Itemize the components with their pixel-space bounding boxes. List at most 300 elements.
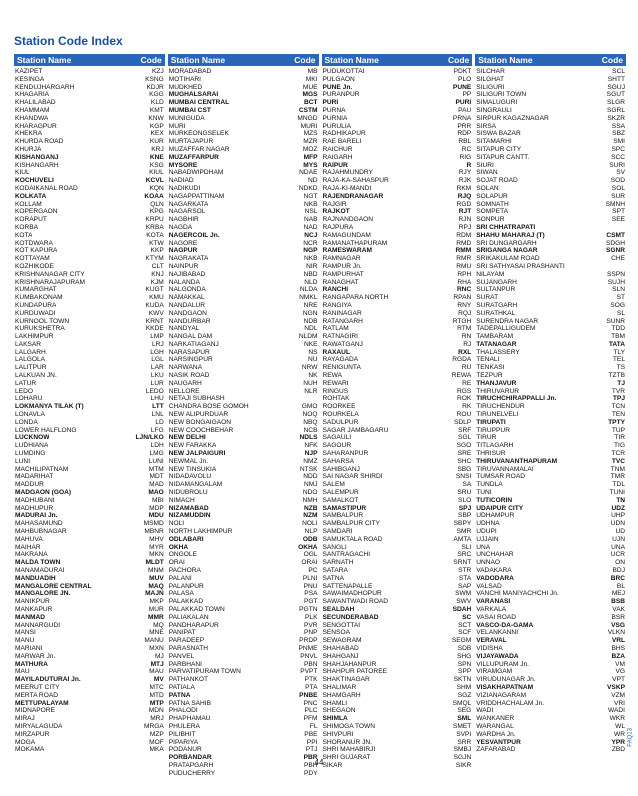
station-code: TATA — [608, 340, 625, 348]
station-name: NANDYAL — [168, 325, 200, 333]
station-row — [168, 450, 319, 458]
station-code: TCR — [611, 450, 625, 458]
station-name: NAUGARH — [168, 379, 202, 387]
station-code: RPJ — [458, 223, 472, 231]
station-row — [14, 68, 165, 76]
station-name: NAMAKKAL — [168, 294, 205, 302]
station-code: RDM — [456, 231, 472, 239]
station-row — [168, 372, 319, 380]
station-code: SL — [616, 309, 625, 317]
station-code: UJN — [612, 535, 625, 543]
station-row — [322, 427, 473, 435]
station-name: RAJAHMUNDRY — [322, 169, 373, 177]
station-code: SPN — [457, 660, 472, 668]
station-row — [475, 544, 626, 552]
station-row — [475, 512, 626, 520]
station-name: KOTDWARA — [15, 239, 53, 247]
station-code: ND — [307, 177, 318, 185]
station-code: SRC — [457, 551, 472, 559]
station-row — [475, 356, 626, 364]
station-name: PALANPUR — [168, 582, 204, 590]
column-header — [168, 54, 319, 66]
station-name: SHEGAON — [322, 707, 356, 715]
station-name: TUMSAR ROAD — [476, 473, 525, 481]
station-code: MTP — [149, 699, 164, 707]
station-code: PRDP — [299, 637, 318, 645]
header-station-name: Station Name — [17, 55, 72, 65]
station-code: MAQ — [148, 582, 164, 590]
station-name: SAGAULI — [322, 434, 352, 442]
station-row — [14, 333, 165, 341]
station-row — [14, 279, 165, 287]
station-name: VALSAD — [476, 582, 502, 590]
station-code: SRE — [457, 450, 472, 458]
station-code: VM — [615, 660, 625, 668]
station-row — [322, 255, 473, 263]
station-row — [475, 271, 626, 279]
station-name: PURANPUR — [322, 91, 360, 99]
station-row — [14, 224, 165, 232]
station-code: NCJ — [304, 231, 318, 239]
station-row — [322, 614, 473, 622]
station-code: SDB — [457, 644, 472, 652]
station-name: UDAIPUR CITY — [476, 504, 524, 512]
station-row — [168, 629, 319, 637]
station-row — [475, 99, 626, 107]
station-row — [14, 154, 165, 162]
station-code: MTJ — [150, 660, 164, 668]
station-name: PACHORA — [168, 567, 201, 574]
station-row — [168, 271, 319, 279]
station-row — [168, 723, 319, 731]
station-name: SEWAGRAM — [322, 637, 362, 645]
station-row — [322, 598, 473, 606]
station-code: KSNG — [145, 75, 164, 83]
station-name: NALGONDA — [168, 286, 206, 294]
station-row — [322, 107, 473, 115]
station-row — [14, 598, 165, 606]
header-code: Code — [448, 55, 470, 65]
station-code: PNP — [303, 629, 318, 637]
station-code: NLR — [304, 387, 318, 395]
station-row — [322, 653, 473, 661]
station-code: BRC — [610, 574, 625, 582]
station-code: NKB — [303, 255, 318, 263]
station-name: NEW JALPAIGURI — [168, 450, 226, 458]
station-row — [168, 263, 319, 271]
station-code: VLKN — [607, 629, 625, 637]
station-name: SAHARSA — [322, 457, 355, 465]
station-row — [14, 310, 165, 318]
station-row — [475, 154, 626, 162]
station-code: TN — [616, 496, 625, 504]
station-code: MQ — [153, 621, 164, 629]
station-name: ORAI — [168, 559, 185, 567]
station-name: PHULERA — [168, 722, 200, 730]
station-code: NMJ — [303, 481, 318, 489]
station-row — [168, 99, 319, 107]
station-name: KISHANGANJ — [15, 153, 59, 161]
station-row — [14, 512, 165, 520]
station-code: PNME — [298, 644, 318, 652]
station-code: BZA — [611, 652, 625, 660]
station-row — [14, 567, 165, 575]
station-code: WADI — [608, 707, 625, 715]
station-name: LATUR — [15, 379, 37, 387]
station-row — [14, 466, 165, 474]
station-name: UDHAMPUR — [476, 512, 515, 520]
station-code: RBL — [458, 138, 472, 146]
station-name: THALASSERY — [476, 348, 520, 356]
station-code: MTC — [149, 683, 164, 691]
station-name: RAJGIR — [322, 200, 347, 208]
station-name: OKHA — [168, 543, 189, 551]
station-row — [475, 169, 626, 177]
station-code: RTGH — [452, 317, 472, 325]
station-row — [475, 419, 626, 427]
station-name: SIRSA — [476, 122, 497, 130]
station-code: KRNT — [145, 317, 164, 325]
station-name: SATNA — [322, 574, 344, 582]
station-row — [14, 715, 165, 723]
station-name: NIZAMUDDIN — [168, 512, 211, 520]
station-name: RAMAGUNDAM — [322, 231, 371, 239]
station-name: NAGPUR — [168, 247, 198, 255]
station-code: LJN/LKO — [135, 434, 164, 442]
station-row — [14, 411, 165, 419]
station-code: MZR — [303, 138, 318, 146]
station-row — [14, 372, 165, 380]
station-name: SAGAR JAMBAGARU — [322, 426, 389, 434]
station-code: SHTT — [607, 75, 625, 83]
station-name: VANCHI MANIYACHCHI Jn. — [476, 590, 559, 598]
station-row — [475, 497, 626, 505]
station-name: PARADEEP — [168, 637, 205, 645]
station-code: SOD — [610, 177, 625, 185]
station-row — [322, 68, 473, 76]
station-code: NAD — [303, 223, 318, 231]
station-name: NAJIBABAD — [168, 270, 206, 278]
station-code: SMET — [452, 722, 472, 730]
station-row — [475, 255, 626, 263]
station-name: SILGHAT — [476, 75, 504, 83]
station-code: KUR — [149, 138, 164, 146]
station-code: MOZ — [302, 145, 318, 153]
station-code: QLN — [150, 200, 164, 208]
station-code: NUH — [303, 379, 318, 387]
station-row — [475, 286, 626, 294]
station-name: PURNA — [322, 106, 346, 114]
station-name: SAMASTIPUR — [322, 504, 367, 512]
station-row — [14, 450, 165, 458]
station-code: LD — [155, 418, 164, 426]
station-code: PURI — [455, 99, 472, 107]
station-name: PALIAKALAN — [168, 613, 209, 621]
station-name: KHURDA ROAD — [15, 138, 64, 146]
station-row — [322, 201, 473, 209]
station-row — [322, 637, 473, 645]
station-name: SAWANTWADI ROAD — [322, 598, 389, 606]
station-name: SRIKAKULAM ROAD — [476, 255, 540, 263]
station-row — [14, 676, 165, 684]
station-name: ROURKELA — [322, 411, 359, 419]
station-row — [322, 520, 473, 528]
station-code: LUR — [150, 379, 164, 387]
station-name: MUMBAI CENTRAL — [168, 99, 230, 107]
station-code: NLP — [304, 528, 318, 536]
station-name: KIUL — [15, 169, 30, 177]
station-name: UJJAIN — [476, 535, 499, 543]
station-name: KENDUJHARGARH — [15, 83, 75, 91]
station-code: NMKL — [299, 294, 318, 302]
station-code: KNJ — [151, 270, 164, 278]
station-row — [14, 700, 165, 708]
station-code: SCF — [458, 629, 472, 637]
station-code: SOL — [611, 184, 625, 192]
station-name: MADHUBANI — [15, 496, 55, 504]
station-code: ZBD — [611, 746, 625, 754]
station-code: BCT — [303, 99, 318, 107]
station-code: SUNR — [606, 317, 625, 325]
station-name: MANGALORE CENTRAL — [15, 582, 92, 590]
station-row — [168, 512, 319, 520]
station-code: RNY — [457, 301, 472, 309]
station-name: SIWAN — [476, 169, 498, 177]
station-row — [14, 746, 165, 754]
station-row — [475, 450, 626, 458]
station-row — [475, 349, 626, 357]
station-row — [475, 653, 626, 661]
station-row — [322, 395, 473, 403]
station-code: PUNE — [452, 83, 472, 91]
station-code: KUDA — [145, 301, 164, 309]
station-name: RAJKOT — [322, 208, 350, 216]
station-code: MXN — [149, 644, 164, 652]
station-name: SILCHAR — [476, 68, 505, 75]
station-name: MAIHAR — [15, 543, 41, 551]
header-code: Code — [294, 55, 316, 65]
station-code: WKR — [609, 715, 625, 723]
column-header — [322, 54, 473, 66]
station-code: SLN — [612, 286, 625, 294]
station-name: RAIGARH — [322, 153, 353, 161]
station-code: RJQ — [457, 192, 472, 200]
station-code: LNL — [151, 411, 164, 419]
station-row — [475, 567, 626, 575]
station-row — [475, 333, 626, 341]
station-name: ONGOLE — [168, 551, 197, 559]
station-name: LUDHIANA — [15, 442, 49, 450]
station-row — [475, 661, 626, 669]
station-code: SURI — [609, 161, 625, 169]
station-name: KOTA — [15, 231, 33, 239]
station-code: VRI — [614, 699, 625, 707]
station-name: TIRUPATI — [476, 418, 506, 426]
station-row — [14, 185, 165, 193]
station-code: KJM — [150, 278, 164, 286]
station-code: SWV — [456, 598, 472, 606]
station-row — [475, 598, 626, 606]
station-name: SIMALUGURI — [476, 99, 518, 107]
station-row — [322, 349, 473, 357]
station-name: SHAHU MAHARAJ (T) — [476, 231, 545, 239]
station-code: PNBE — [299, 691, 318, 699]
station-name: SATTENAPALLE — [322, 582, 373, 590]
station-row — [14, 419, 165, 427]
station-code: KMU — [149, 294, 164, 302]
station-code: PRR — [457, 122, 472, 130]
station-code: MTD — [149, 691, 164, 699]
station-code: LGH — [150, 348, 164, 356]
station-code: MDN — [148, 707, 164, 715]
station-name: PATNA — [168, 691, 191, 699]
station-row — [168, 590, 319, 598]
station-name: SITAPUR CITY — [476, 145, 522, 153]
column-header — [475, 54, 626, 66]
station-code: PLK — [305, 613, 318, 621]
station-code: KNW — [148, 114, 164, 122]
station-code: RJT — [458, 208, 472, 216]
station-code: RMD — [456, 239, 472, 247]
station-row — [168, 185, 319, 193]
station-code: RPH — [457, 270, 472, 278]
station-name: SINGRAULI — [476, 106, 512, 114]
station-code: SEG — [457, 707, 472, 715]
station-code: MANU — [144, 637, 164, 645]
station-row — [14, 583, 165, 591]
station-code: MSMD — [143, 520, 164, 528]
station-name: NARASAPUR — [168, 348, 210, 356]
station-code: MAU — [149, 668, 164, 676]
station-row — [168, 146, 319, 154]
station-row — [322, 162, 473, 170]
station-row — [14, 551, 165, 559]
station-code: OGL — [303, 551, 318, 559]
station-row — [322, 411, 473, 419]
station-code: MKI — [305, 75, 318, 83]
station-name: SHAHPUR PATOREE — [322, 668, 387, 676]
station-row — [14, 544, 165, 552]
station-row — [475, 466, 626, 474]
station-row — [475, 622, 626, 630]
station-code: SLO — [458, 496, 472, 504]
station-row — [168, 668, 319, 676]
station-name: MUNIGUDA — [168, 114, 205, 122]
station-code: KGG — [149, 91, 164, 99]
station-name: TUNI — [476, 489, 492, 497]
station-row — [14, 590, 165, 598]
station-row — [168, 68, 319, 76]
station-row — [14, 216, 165, 224]
station-code: NDO — [302, 489, 318, 497]
station-code: RQJ — [458, 309, 472, 317]
station-row — [14, 99, 165, 107]
station-name: RAE BARELI — [322, 138, 362, 146]
station-code: SAP — [458, 582, 472, 590]
station-name: KAZIPET — [15, 68, 43, 75]
station-name: NAGDA — [168, 223, 193, 231]
station-code: SA — [462, 481, 472, 489]
station-row — [168, 746, 319, 754]
station-row — [475, 162, 626, 170]
station-code: SDLP — [454, 418, 472, 426]
station-name: MALDA TOWN — [15, 559, 61, 567]
station-code: NLDM — [298, 333, 318, 341]
station-code: CSTM — [298, 106, 318, 114]
station-name: MOGA — [15, 738, 36, 746]
station-row — [14, 356, 165, 364]
station-name: SAMBALPUR CITY — [322, 520, 381, 528]
station-name: NALANDA — [168, 278, 200, 286]
station-row — [168, 715, 319, 723]
station-code: KDJR — [146, 83, 164, 91]
station-code: TDL — [612, 481, 625, 489]
station-name: NEW TINSUKIA — [168, 465, 217, 473]
station-code: SGZ — [457, 691, 472, 699]
station-name: RAYAGADA — [322, 356, 359, 364]
station-name: KHALILABAD — [15, 99, 56, 107]
station-name: SECUNDERABAD — [322, 613, 379, 621]
station-code: VRL — [611, 637, 625, 645]
station-row — [168, 177, 319, 185]
station-row — [168, 692, 319, 700]
station-row — [322, 224, 473, 232]
station-name: WANKANER — [476, 715, 515, 723]
station-code: KKDE — [145, 325, 164, 333]
station-row — [168, 645, 319, 653]
station-row — [322, 434, 473, 442]
station-code: FL — [309, 722, 318, 730]
station-name: SAHARANPUR — [322, 450, 369, 458]
station-code: NDKD — [298, 184, 318, 192]
station-row — [14, 271, 165, 279]
station-row — [168, 193, 319, 201]
station-row — [475, 395, 626, 403]
station-name: PORBANDAR — [168, 754, 212, 762]
station-name: SILIGURI — [476, 83, 505, 91]
station-row — [322, 341, 473, 349]
station-name: MURTAJAPUR — [168, 138, 214, 146]
station-name: MANAMADURAI — [15, 567, 65, 574]
station-name: KUMBAKONAM — [15, 294, 63, 302]
station-row — [168, 637, 319, 645]
station-code: SC — [462, 613, 472, 621]
station-code: RJN — [458, 216, 472, 224]
station-row — [168, 622, 319, 630]
station-name: PUNE Jn. — [322, 83, 353, 91]
station-code: UCR — [610, 551, 625, 559]
station-code: LFG — [150, 426, 164, 434]
station-name: MYSORE — [168, 161, 198, 169]
station-name: UNA — [476, 543, 491, 551]
station-code: RE — [462, 379, 472, 387]
station-code: SUJH — [607, 278, 625, 286]
station-name: SATARA — [322, 567, 348, 574]
station-name: RINGUS — [322, 387, 349, 395]
station-row — [14, 286, 165, 294]
station-row — [475, 442, 626, 450]
station-code: WR — [614, 730, 625, 738]
station-row — [168, 473, 319, 481]
station-name: SAMALKOT — [322, 496, 359, 504]
station-row — [475, 372, 626, 380]
station-name: NILAYAM — [476, 270, 505, 278]
station-row — [475, 411, 626, 419]
station-row — [475, 637, 626, 645]
station-code: MV — [153, 676, 164, 684]
station-name: PURNIA — [322, 114, 348, 122]
station-name: SAI NAGAR SHIRDI — [322, 473, 383, 481]
